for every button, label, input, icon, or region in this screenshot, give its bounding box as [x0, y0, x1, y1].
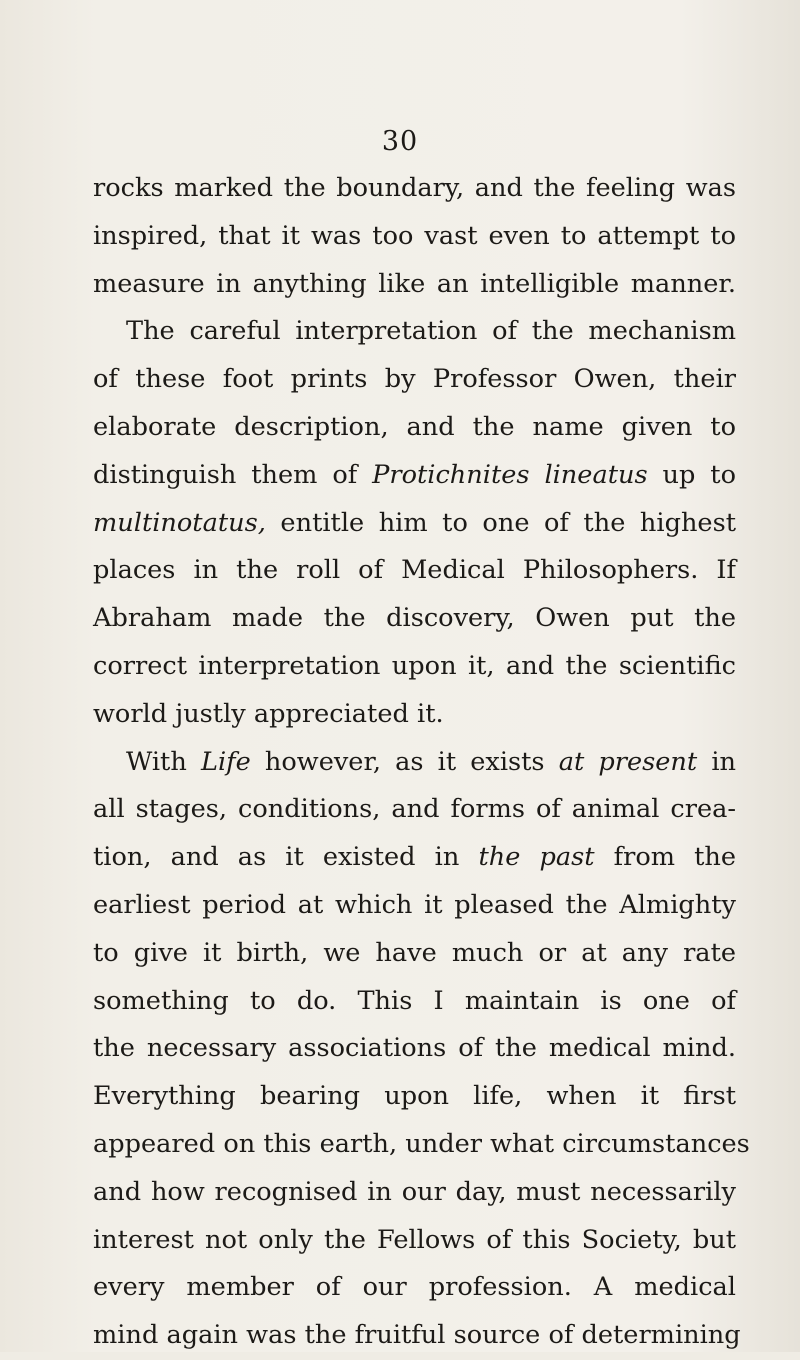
- text-segment: elaborate description, and the name given to: [93, 411, 736, 442]
- italic-text: Life: [200, 746, 251, 777]
- text-segment: in: [697, 746, 736, 777]
- text-line: [93, 547, 736, 595]
- text-segment: inspired, that it was too vast even to attempt to: [93, 220, 736, 251]
- body-text: [93, 165, 750, 1360]
- text-line: [93, 165, 736, 213]
- text-line: [93, 882, 736, 930]
- text-segment: With: [126, 746, 201, 777]
- text-segment: earliest period at which it pleased the Almighty: [93, 889, 736, 920]
- text-segment: measure in anything like an intelligible manner.: [93, 268, 736, 299]
- italic-text: at present: [558, 746, 698, 777]
- text-line: [93, 595, 736, 643]
- text-line: [93, 452, 736, 500]
- text-line: [93, 1073, 736, 1121]
- text-segment: The careful interpretation of the mechanism: [126, 316, 736, 347]
- text-line: [93, 1264, 736, 1312]
- italic-text: Protichnites lineatus: [372, 459, 648, 490]
- text-line: [93, 404, 736, 452]
- text-line: [93, 1169, 736, 1217]
- text-segment: interest not only the Fellows of this Society, but: [93, 1224, 736, 1255]
- text-line: [93, 308, 736, 356]
- page-number: 30: [381, 126, 419, 157]
- text-line: [93, 978, 736, 1026]
- text-segment: world justly appreciated it.: [93, 698, 444, 729]
- text-line: [93, 643, 736, 691]
- text-segment: and how recognised in our day, must necessarily: [93, 1176, 736, 1207]
- text-line: [93, 786, 736, 834]
- text-segment: correct interpretation upon it, and the scientific: [93, 650, 736, 681]
- text-segment: to give it birth, we have much or at any rate: [93, 937, 736, 968]
- text-segment: distinguish them of: [93, 459, 373, 490]
- text-line: [93, 739, 736, 787]
- text-segment: up to: [647, 459, 736, 490]
- text-line: [93, 261, 736, 309]
- text-segment: from the: [594, 842, 736, 873]
- text-segment: however, as it exists: [250, 746, 559, 777]
- text-segment: all stages, conditions, and forms of animal crea-: [93, 794, 736, 825]
- text-line: [93, 500, 736, 548]
- text-segment: every member of our profession. A medical: [93, 1272, 736, 1303]
- text-segment: something to do. This I maintain is one of: [93, 985, 736, 1016]
- text-line: [93, 1312, 741, 1360]
- text-line: [93, 213, 736, 261]
- text-line: [93, 930, 736, 978]
- text-segment: Abraham made the discovery, Owen put the: [93, 603, 736, 634]
- text-segment: places in the roll of Medical Philosophers. If: [93, 555, 736, 586]
- text-segment: Everything bearing upon life, when it first: [93, 1081, 736, 1112]
- text-segment: tion, and as it existed in: [93, 842, 479, 873]
- text-line: [93, 356, 736, 404]
- italic-text: multinotatus,: [93, 507, 266, 538]
- text-segment: of these foot prints by Professor Owen, their: [93, 364, 736, 395]
- text-line: [93, 1217, 736, 1265]
- text-line: [93, 691, 736, 739]
- text-line: [93, 834, 736, 882]
- text-segment: entitle him to one of the highest: [265, 507, 736, 538]
- text-segment: appeared on this earth, under what circumstances: [93, 1128, 750, 1159]
- italic-text: the past: [478, 842, 595, 873]
- text-segment: the necessary associations of the medical mind.: [93, 1033, 736, 1064]
- text-segment: mind again was the fruitful source of determining: [93, 1320, 741, 1351]
- text-line: [93, 1121, 750, 1169]
- text-line: [93, 1025, 736, 1073]
- text-segment: rocks marked the boundary, and the feeling was: [93, 173, 736, 203]
